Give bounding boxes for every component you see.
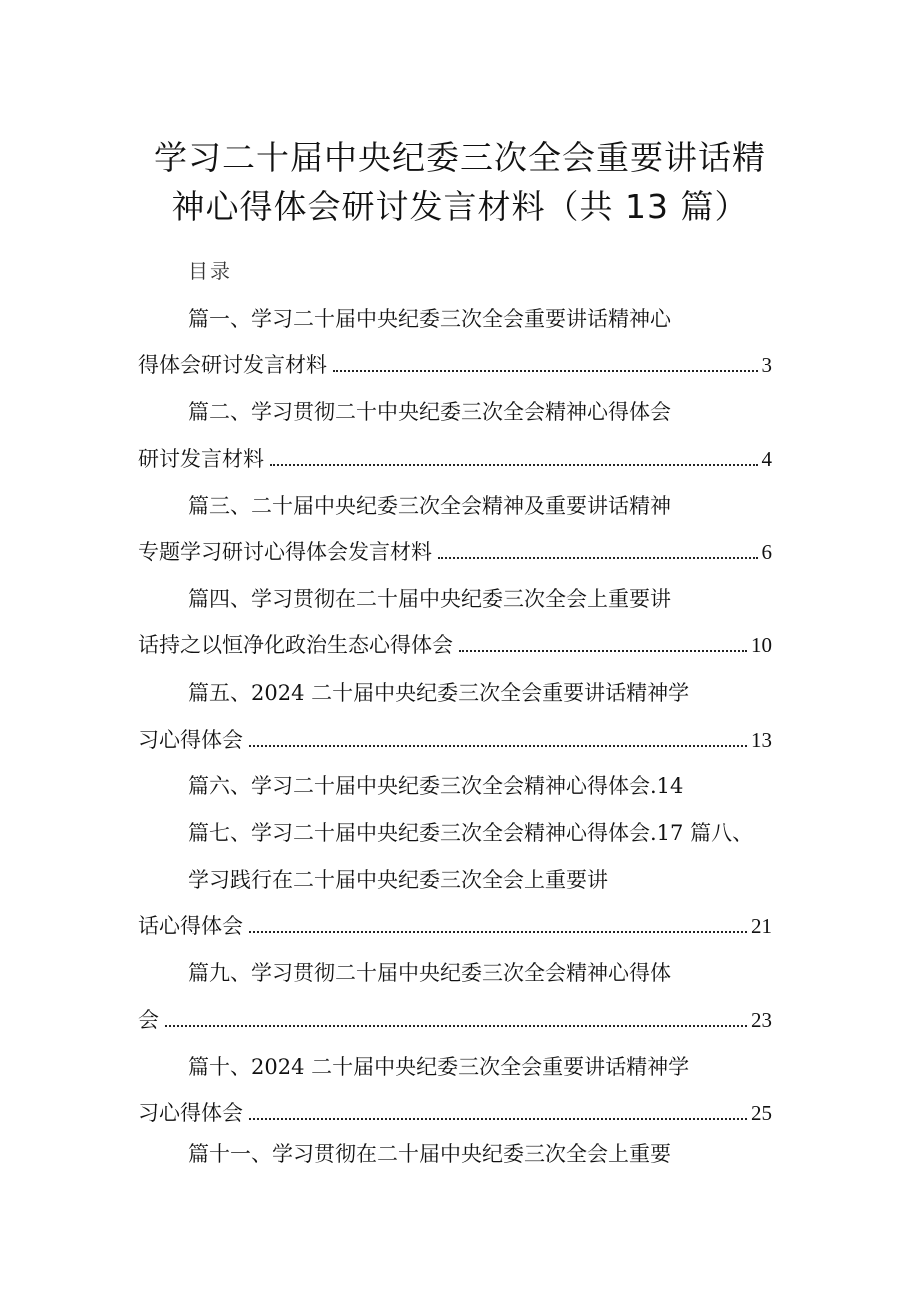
dot-leader	[249, 745, 747, 747]
toc-entry-7[interactable]: 篇七、学习二十届中央纪委三次全会精神心得体会.17 篇八、	[188, 821, 754, 845]
toc-entry-2-page: 4	[761, 447, 772, 471]
toc-heading: 目录	[188, 259, 232, 283]
toc-entry-10-tail: 习心得体会	[138, 1101, 243, 1125]
toc-entry-8-continuation[interactable]	[138, 911, 772, 941]
toc-entry-10-continuation[interactable]	[138, 1098, 772, 1128]
dot-leader	[438, 557, 758, 559]
dot-leader	[249, 931, 747, 933]
toc-entry-5-head[interactable]: 篇五、2024 二十届中央纪委三次全会重要讲话精神学	[188, 681, 690, 705]
toc-entry-8-head[interactable]: 学习践行在二十届中央纪委三次全会上重要讲	[188, 868, 608, 892]
dot-leader	[165, 1025, 747, 1027]
document-title-line-1: 学习二十届中央纪委三次全会重要讲话精	[154, 138, 766, 177]
dot-leader	[270, 464, 758, 466]
toc-entry-5-page: 13	[751, 728, 772, 752]
toc-entry-2-head[interactable]: 篇二、学习贯彻二十中央纪委三次全会精神心得体会	[188, 400, 671, 424]
toc-entry-5-tail: 习心得体会	[138, 728, 243, 752]
toc-entry-4-tail: 话持之以恒净化政治生态心得体会	[138, 633, 453, 657]
toc-entry-3-head[interactable]: 篇三、二十届中央纪委三次全会精神及重要讲话精神	[188, 494, 671, 518]
toc-entry-8-page: 21	[751, 914, 772, 938]
toc-entry-1-page: 3	[761, 353, 772, 377]
toc-entry-3-page: 6	[761, 540, 772, 564]
dot-leader	[459, 650, 747, 652]
dot-leader	[333, 370, 758, 372]
toc-entry-3-tail: 专题学习研讨心得体会发言材料	[138, 540, 432, 564]
toc-entry-6[interactable]: 篇六、学习二十届中央纪委三次全会精神心得体会.14	[188, 774, 684, 798]
toc-entry-1-head[interactable]: 篇一、学习二十届中央纪委三次全会重要讲话精神心	[188, 307, 671, 331]
toc-entry-8-tail: 话心得体会	[138, 914, 243, 938]
toc-entry-9-head[interactable]: 篇九、学习贯彻二十届中央纪委三次全会精神心得体	[188, 961, 671, 985]
toc-entry-9-continuation[interactable]	[138, 1005, 772, 1035]
toc-entry-2-continuation[interactable]	[138, 444, 772, 474]
toc-entry-4-head[interactable]: 篇四、学习贯彻在二十届中央纪委三次全会上重要讲	[188, 587, 671, 611]
toc-entry-11-head[interactable]: 篇十一、学习贯彻在二十届中央纪委三次全会上重要	[188, 1142, 671, 1166]
document-title-line-2: 神心得体会研讨发言材料（共 13 篇）	[171, 187, 749, 226]
toc-entry-10-page: 25	[751, 1101, 772, 1125]
toc-entry-4-continuation[interactable]	[138, 630, 772, 660]
toc-entry-5-continuation[interactable]	[138, 725, 772, 755]
toc-entry-9-tail: 会	[138, 1008, 159, 1032]
toc-entry-1-continuation[interactable]	[138, 350, 772, 380]
toc-entry-1-tail: 得体会研讨发言材料	[138, 353, 327, 377]
dot-leader	[249, 1118, 747, 1120]
toc-entry-3-continuation[interactable]	[138, 537, 772, 567]
toc-entry-4-page: 10	[751, 633, 772, 657]
toc-entry-9-page: 23	[751, 1008, 772, 1032]
toc-entry-2-tail: 研讨发言材料	[138, 447, 264, 471]
toc-entry-10-head[interactable]: 篇十、2024 二十届中央纪委三次全会重要讲话精神学	[188, 1055, 690, 1079]
